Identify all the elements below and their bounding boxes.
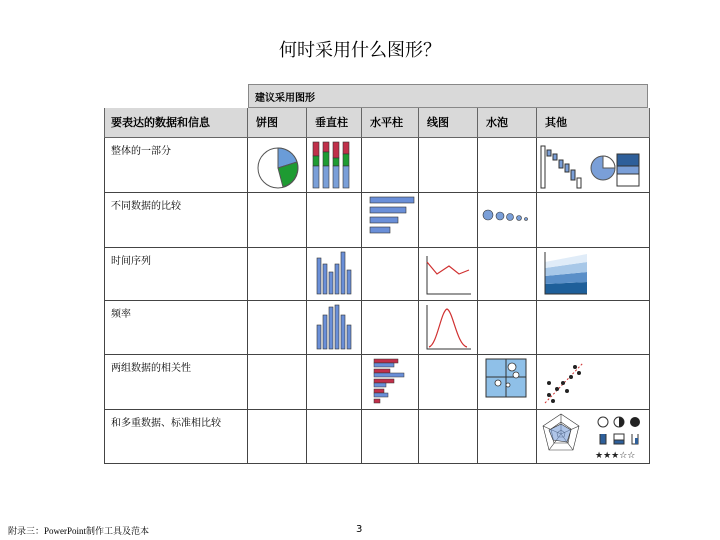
row-label-part-of-whole <box>104 138 248 193</box>
empty-cell <box>478 138 537 193</box>
empty-cell <box>419 410 478 464</box>
line-time-icon <box>419 248 478 301</box>
empty-cell <box>419 138 478 193</box>
row-label-text: 整体的一部分 <box>111 146 171 157</box>
stacked-vertical-bar-icon <box>307 138 362 193</box>
empty-cell <box>537 301 650 355</box>
row-label-text: 不同数据的比较 <box>111 201 181 212</box>
col-header-bubble: 水泡 <box>478 108 537 138</box>
bubble-correlation-icon <box>478 355 537 410</box>
scatter-icon <box>537 355 650 410</box>
empty-cell <box>419 193 478 248</box>
chart-selection-table <box>104 108 650 464</box>
col-header-info: 要表达的数据和信息 <box>104 108 248 138</box>
suggested-chart-header: 建议采用图形 <box>248 84 648 108</box>
row-label-text: 时间序列 <box>111 256 151 267</box>
empty-cell <box>478 248 537 301</box>
page-title: 何时采用什么图形？ <box>279 40 441 61</box>
frequency-curve-icon <box>419 301 478 355</box>
empty-cell <box>248 248 307 301</box>
col-header-horizontal-bar: 水平柱 <box>362 108 419 138</box>
empty-cell <box>248 193 307 248</box>
empty-cell <box>362 410 419 464</box>
empty-cell <box>248 355 307 410</box>
empty-cell <box>537 193 650 248</box>
row-label-frequency <box>104 301 248 355</box>
histogram-icon <box>307 301 362 355</box>
pie-chart-icon <box>248 138 307 193</box>
area-chart-icon <box>537 248 650 301</box>
empty-cell <box>362 138 419 193</box>
empty-cell <box>248 301 307 355</box>
horizontal-bar-icon <box>362 193 419 248</box>
row-label-text: 两组数据的相关性 <box>111 363 191 374</box>
radar-and-symbols-icon <box>537 410 650 464</box>
svg-text:★★★☆☆: ★★★☆☆ <box>595 451 636 461</box>
empty-cell <box>307 193 362 248</box>
bubble-comparison-icon <box>478 193 537 248</box>
other-charts-icon <box>537 138 650 193</box>
col-header-line: 线图 <box>419 108 478 138</box>
col-header-other: 其他 <box>537 108 650 138</box>
footer-text: 附录三：PowerPoint制作工具及范本 <box>8 526 150 536</box>
empty-cell <box>248 410 307 464</box>
empty-cell <box>307 355 362 410</box>
row-label-comparison <box>104 193 248 248</box>
empty-cell <box>478 301 537 355</box>
row-label-multiple-comparison <box>104 410 248 464</box>
paired-bar-icon <box>362 355 419 410</box>
col-header-pie: 饼图 <box>248 108 307 138</box>
empty-cell <box>362 301 419 355</box>
empty-cell <box>419 355 478 410</box>
empty-cell <box>362 248 419 301</box>
row-label-correlation <box>104 355 248 410</box>
col-header-vertical-bar: 垂直柱 <box>307 108 362 138</box>
vertical-bar-time-icon <box>307 248 362 301</box>
empty-cell <box>307 410 362 464</box>
page-number: 3 <box>356 524 363 535</box>
empty-cell <box>478 410 537 464</box>
row-label-text: 频率 <box>111 309 131 320</box>
row-label-time-series <box>104 248 248 301</box>
row-label-text: 和多重数据、标准相比较 <box>111 418 221 429</box>
